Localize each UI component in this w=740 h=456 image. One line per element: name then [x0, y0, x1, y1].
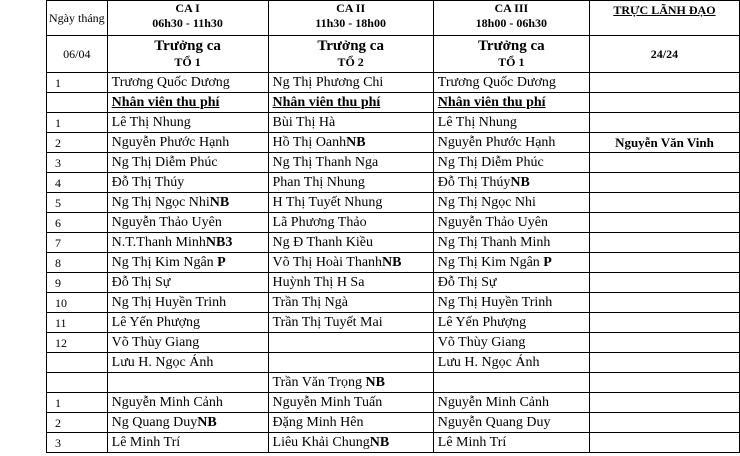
row-number: [47, 353, 108, 373]
row-number: [47, 173, 108, 193]
leader-cell: [589, 213, 739, 233]
leader-cell: [589, 273, 739, 293]
row-number-text: 7: [55, 235, 61, 250]
table-row: [47, 373, 740, 393]
shift3-staff-text: Nguyễn Thảo Uyên: [437, 214, 548, 230]
row-number-text: 3: [55, 155, 61, 170]
shift3-staff: [433, 213, 589, 233]
shift2-staff: [268, 273, 433, 293]
leader-cell: [589, 173, 739, 193]
shift1-header: [107, 1, 268, 36]
table-row: [47, 273, 740, 293]
shift3-staff-text: Lê Minh Trí: [437, 434, 507, 450]
shift1-staff-text: Đỗ Thị Thúy: [111, 174, 185, 190]
row-number: [47, 213, 108, 233]
row-number: [47, 193, 108, 213]
shift2-staff: [268, 133, 433, 153]
shift2-staff-note: NB: [382, 254, 402, 270]
shift2-staff: [268, 293, 433, 313]
shift2-staff-text: Trần Thị Tuyết Mai: [272, 314, 383, 330]
shift1-time: 06h30 - 11h30: [152, 16, 223, 30]
row-number-text: 2: [55, 135, 61, 150]
section-label-shift2: Nhân viên thu phí: [268, 93, 433, 113]
section-label-shift3: Nhân viên thu phí: [433, 93, 589, 113]
shift2-staff-text: Huỳnh Thị H Sa: [272, 274, 365, 290]
shift3-staff-text: Nguyễn Minh Cảnh: [437, 394, 549, 410]
row-number-text: 5: [55, 195, 61, 210]
shift1-staff-text: Ng Thị Huyền Trinh: [111, 294, 227, 310]
row-number: 1: [47, 73, 108, 93]
shift2-staff: [268, 253, 433, 273]
shift3-staff-text: Đỗ Thị Thúy: [437, 174, 511, 190]
shift1-staff-note: NB: [197, 414, 217, 430]
shift3-staff-text: Nguyễn Phước Hạnh: [437, 134, 556, 150]
shift2-staff-text: Trần Thị Ngà: [272, 294, 348, 310]
shift1-staff-note: P: [217, 254, 226, 270]
shift2-staff: [268, 153, 433, 173]
shift2-staff-text: Ng Thị Thanh Nga: [272, 154, 379, 170]
row-number-text: 1: [55, 395, 61, 410]
shift2-staff-text: Phan Thị Nhung: [272, 174, 365, 190]
row-number: [47, 413, 108, 433]
shift1-staff-text: Ng Quang Duy: [111, 414, 198, 430]
date-cell: 06/04: [47, 36, 108, 73]
table-row: [47, 133, 740, 153]
shift2-header: [268, 1, 433, 36]
shift3-staff-text: Ng Thị Kim Ngân: [437, 254, 544, 270]
shift1-staff: [107, 433, 268, 453]
shift1-staff: [107, 293, 268, 313]
shift3-staff: [433, 353, 589, 373]
shift2-staff: [268, 353, 433, 373]
shift2-staff-note: NB: [346, 134, 366, 150]
table-row: [47, 233, 740, 253]
shift3-lead: Trưởng ca: [478, 38, 545, 54]
shift2-staff: [268, 413, 433, 433]
shift3-staff: [433, 313, 589, 333]
shift2-staff: [268, 313, 433, 333]
shift3-staff: [433, 173, 589, 193]
shift1-staff: [107, 353, 268, 373]
shift1-staff: [107, 193, 268, 213]
leader-empty-cell: [589, 93, 739, 113]
shift2-name: CA II: [336, 1, 366, 15]
shift2-lead-cell: [268, 36, 433, 73]
shift3-staff: [433, 333, 589, 353]
shift1-staff-text: Nguyễn Phước Hạnh: [111, 134, 230, 150]
supervisor-shift2: Ng Thị Phương Chi: [268, 73, 433, 93]
shift1-staff-text: Lưu H. Ngọc Ánh: [111, 354, 214, 370]
shift2-time: 11h30 - 18h00: [315, 16, 386, 30]
shift2-staff-text: Lã Phương Thảo: [272, 214, 367, 230]
leader-empty-cell: [589, 73, 739, 93]
row-number: [47, 253, 108, 273]
shift3-staff-text: Lưu H. Ngọc Ánh: [437, 354, 540, 370]
duty-hours-cell: 24/24: [589, 36, 739, 73]
row-number: [47, 233, 108, 253]
shift3-staff-text: Ng Thị Thanh Minh: [437, 234, 551, 250]
shift2-staff-text: H Thị Tuyết Nhung: [272, 194, 383, 210]
table-row: [47, 113, 740, 133]
row-number: [47, 273, 108, 293]
shift1-staff-text: Lê Yến Phượng: [111, 314, 201, 330]
leader-cell: [589, 193, 739, 213]
shift1-staff: [107, 413, 268, 433]
shift1-lead-cell: [107, 36, 268, 73]
row-number-text: 8: [55, 255, 61, 270]
shift3-staff: [433, 413, 589, 433]
shift2-staff: [268, 333, 433, 353]
row-number-text: 4: [55, 175, 61, 190]
row-number-text: 9: [55, 275, 61, 290]
table-row: [47, 173, 740, 193]
shift1-staff: [107, 233, 268, 253]
leader-cell: [589, 313, 739, 333]
shift2-staff: [268, 213, 433, 233]
shift1-staff-text: Ng Thị Kim Ngân: [111, 254, 218, 270]
shift3-staff: [433, 133, 589, 153]
shift2-team: TỔ 2: [337, 55, 364, 69]
section-row: [47, 93, 740, 113]
shift1-staff: [107, 153, 268, 173]
table-row: [47, 413, 740, 433]
shift3-staff-text: Lê Yến Phượng: [437, 314, 527, 330]
shift3-name: CA III: [494, 1, 529, 15]
shift1-name: CA I: [175, 1, 200, 15]
shift1-staff: [107, 173, 268, 193]
leader-cell: [589, 333, 739, 353]
shift1-staff-text: Ng Thị Ngọc Nhi: [111, 194, 210, 210]
shift1-staff-text: Võ Thùy Giang: [111, 334, 200, 350]
leader-cell: [589, 393, 739, 413]
table-row: [47, 193, 740, 213]
shift1-lead: Trưởng ca: [154, 38, 221, 54]
shift3-staff: [433, 373, 589, 393]
shift1-staff-text: Lê Minh Trí: [111, 434, 181, 450]
shift2-staff: [268, 373, 433, 393]
leader-cell: [589, 253, 739, 273]
day-month-header: Ngày tháng: [47, 1, 108, 36]
row-number-text: 12: [55, 335, 67, 350]
leader-cell: [589, 153, 739, 173]
shift2-staff-note: NB: [365, 374, 385, 390]
shift3-staff-text: Ng Thị Diễm Phúc: [437, 154, 544, 170]
shift3-staff: [433, 273, 589, 293]
shift1-staff: [107, 273, 268, 293]
shift1-team: TỔ 1: [174, 55, 201, 69]
supervisor-shift1: Trương Quốc Dương: [107, 73, 268, 93]
shift1-staff: [107, 313, 268, 333]
shift-lead-row: [47, 36, 740, 73]
table-row: [47, 293, 740, 313]
row-number: [47, 293, 108, 313]
row-number: [47, 133, 108, 153]
leader-cell: [589, 413, 739, 433]
table-row: [47, 153, 740, 173]
shift1-staff-text: Ng Thị Diễm Phúc: [111, 154, 218, 170]
leader-cell: [589, 433, 739, 453]
shift2-staff-text: Ng Đ Thanh Kiều: [272, 234, 373, 250]
table-row: [47, 213, 740, 233]
row-number-text: 1: [55, 115, 61, 130]
leader-duty-header: TRỰC LÃNH ĐẠO: [589, 1, 739, 36]
shift3-staff-text: Ng Thị Ngọc Nhi: [437, 194, 536, 210]
shift2-staff-text: Liêu Khải Chung: [272, 434, 370, 450]
row-number: [47, 393, 108, 413]
shift2-staff: [268, 113, 433, 133]
shift3-staff: [433, 293, 589, 313]
shift1-staff-note: NB: [209, 194, 230, 210]
leader-cell: [589, 113, 739, 133]
leader-cell: [589, 373, 739, 393]
table-row: [47, 253, 740, 273]
table-row: [47, 393, 740, 413]
shift2-staff: [268, 173, 433, 193]
shift3-staff: [433, 153, 589, 173]
shift1-staff: [107, 113, 268, 133]
supervisor-row: [47, 73, 740, 93]
shift3-staff-text: Võ Thùy Giang: [437, 334, 526, 350]
header-row: [47, 1, 740, 36]
shift3-staff: [433, 193, 589, 213]
shift1-staff-text: Nguyễn Minh Cảnh: [111, 394, 223, 410]
row-number-text: 2: [55, 415, 61, 430]
shift1-staff: [107, 333, 268, 353]
row-number: [47, 333, 108, 353]
shift2-lead: Trưởng ca: [317, 38, 384, 54]
shift1-staff: [107, 253, 268, 273]
row-number: [47, 313, 108, 333]
shift3-staff: [433, 393, 589, 413]
row-number: [47, 373, 108, 393]
supervisor-shift3: Trương Quốc Dương: [433, 73, 589, 93]
shift3-staff-note: P: [543, 254, 552, 270]
leader-cell: [589, 293, 739, 313]
shift1-staff-text: Đỗ Thị Sự: [111, 274, 171, 290]
row-number-text: 11: [55, 315, 67, 330]
section-label-shift1: Nhân viên thu phí: [107, 93, 268, 113]
row-number-text: 6: [55, 215, 61, 230]
shift1-staff: [107, 373, 268, 393]
shift2-staff: [268, 233, 433, 253]
shift2-staff: [268, 433, 433, 453]
shift3-staff-note: NB: [510, 174, 530, 190]
duty-roster-table: [46, 0, 740, 453]
shift3-staff-text: Nguyễn Quang Duy: [437, 414, 551, 430]
table-row: [47, 353, 740, 373]
table-row: [47, 313, 740, 333]
shift1-staff-text: Lê Thị Nhung: [111, 114, 191, 130]
shift1-staff: [107, 133, 268, 153]
shift3-lead-cell: [433, 36, 589, 73]
shift3-staff: [433, 113, 589, 133]
shift2-staff-text: Võ Thị Hoài Thanh: [272, 254, 383, 270]
shift3-team: TỔ 1: [498, 55, 525, 69]
table-row: [47, 433, 740, 453]
shift3-header: [433, 1, 589, 36]
shift3-staff: [433, 433, 589, 453]
shift1-staff: [107, 393, 268, 413]
shift1-staff: [107, 213, 268, 233]
shift2-staff-text: Bùi Thị Hà: [272, 114, 336, 130]
row-number: [47, 433, 108, 453]
shift1-staff-note: NB3: [205, 234, 233, 250]
shift3-staff: [433, 233, 589, 253]
shift2-staff-text: Đặng Minh Hên: [272, 414, 364, 430]
table-row: [47, 333, 740, 353]
row-number-text: 3: [55, 435, 61, 450]
shift3-staff-text: Ng Thị Huyền Trinh: [437, 294, 553, 310]
row-number: [47, 153, 108, 173]
leader-name: Nguyễn Văn Vinh: [615, 134, 714, 150]
shift2-staff-text: Nguyễn Minh Tuấn: [272, 394, 383, 410]
row-number-text: 10: [55, 295, 67, 310]
shift3-staff-text: Lê Thị Nhung: [437, 114, 517, 130]
shift2-staff-text: Hồ Thị Oanh: [272, 134, 347, 150]
shift2-staff: [268, 193, 433, 213]
leader-cell: [589, 353, 739, 373]
shift1-staff-text: Nguyễn Thảo Uyên: [111, 214, 222, 230]
shift2-staff-text: Trần Văn Trọng: [272, 374, 366, 390]
shift3-time: 18h00 - 06h30: [475, 16, 547, 30]
shift3-staff-text: Đỗ Thị Sự: [437, 274, 497, 290]
leader-cell: [589, 133, 739, 153]
shift2-staff-note: NB: [369, 434, 390, 450]
shift1-staff-text: N.T.Thanh Minh: [111, 234, 206, 250]
row-number: [47, 93, 108, 113]
shift2-staff: [268, 393, 433, 413]
leader-cell: [589, 233, 739, 253]
shift3-staff: [433, 253, 589, 273]
row-number: [47, 113, 108, 133]
